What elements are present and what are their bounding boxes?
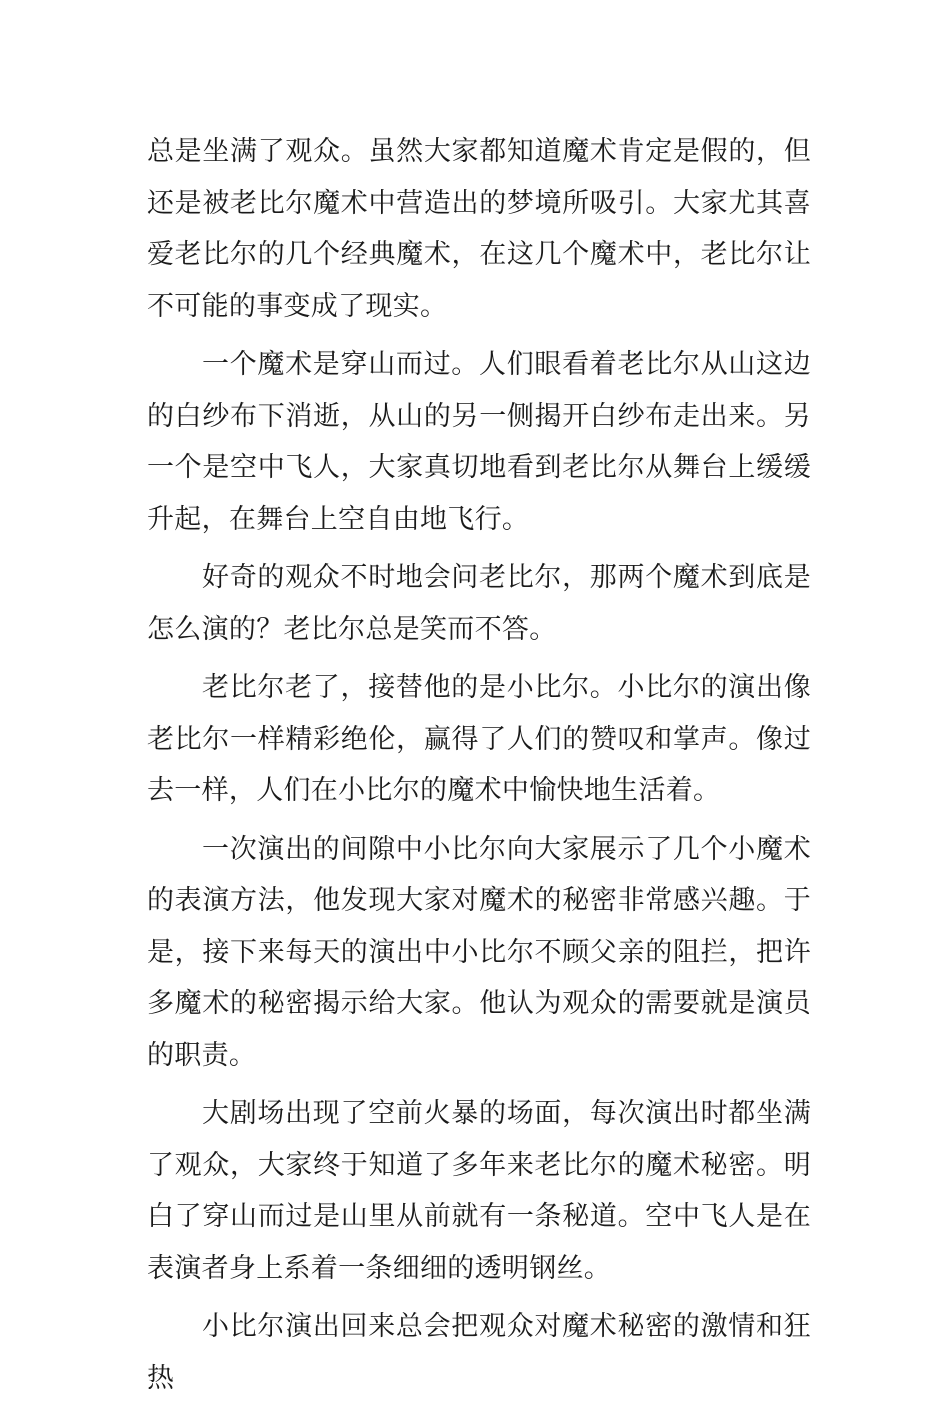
document-page — [147, 126, 811, 1411]
paragraph: 好奇的观众不时地会问老比尔，那两个魔术到底是怎么演的？老比尔总是笑而不答。 — [147, 562, 811, 645]
paragraph-continuation: 总是坐满了观众。虽然大家都知道魔术肯定是假的，但还是被老比尔魔术中营造出的梦境所吸引。大家尤其喜爱老比尔的几个经典魔术，在这几个魔术中，老比尔让不可能的事变成了现实。 — [147, 136, 811, 322]
paragraph: 一个魔术是穿山而过。人们眼看着老比尔从山这边的白纱布下消逝，从山的另一侧揭开白纱布走出来。另一个是空中飞人，大家真切地看到老比尔从舞台上缓缓升起，在舞台上空自由地飞行。 — [147, 349, 811, 535]
paragraph: 大剧场出现了空前火暴的场面，每次演出时都坐满了观众，大家终于知道了多年来老比尔的魔术秘密。明白了穿山而过是山里从前就有一条秘道。空中飞人是在表演者身上系着一条细细的透明钢丝。 — [147, 1098, 811, 1284]
paragraph: 小比尔演出回来总会把观众对魔术秘密的激情和狂热 — [147, 1311, 811, 1394]
paragraph: 一次演出的间隙中小比尔向大家展示了几个小魔术的表演方法，他发现大家对魔术的秘密非常感兴趣。于是，接下来每天的演出中小比尔不顾父亲的阻拦，把许多魔术的秘密揭示给大家。他认为观众的需要就是演员的职责。 — [147, 833, 811, 1071]
paragraph: 老比尔老了，接替他的是小比尔。小比尔的演出像老比尔一样精彩绝伦，赢得了人们的赞叹和掌声。像过去一样，人们在小比尔的魔术中愉快地生活着。 — [147, 672, 811, 806]
